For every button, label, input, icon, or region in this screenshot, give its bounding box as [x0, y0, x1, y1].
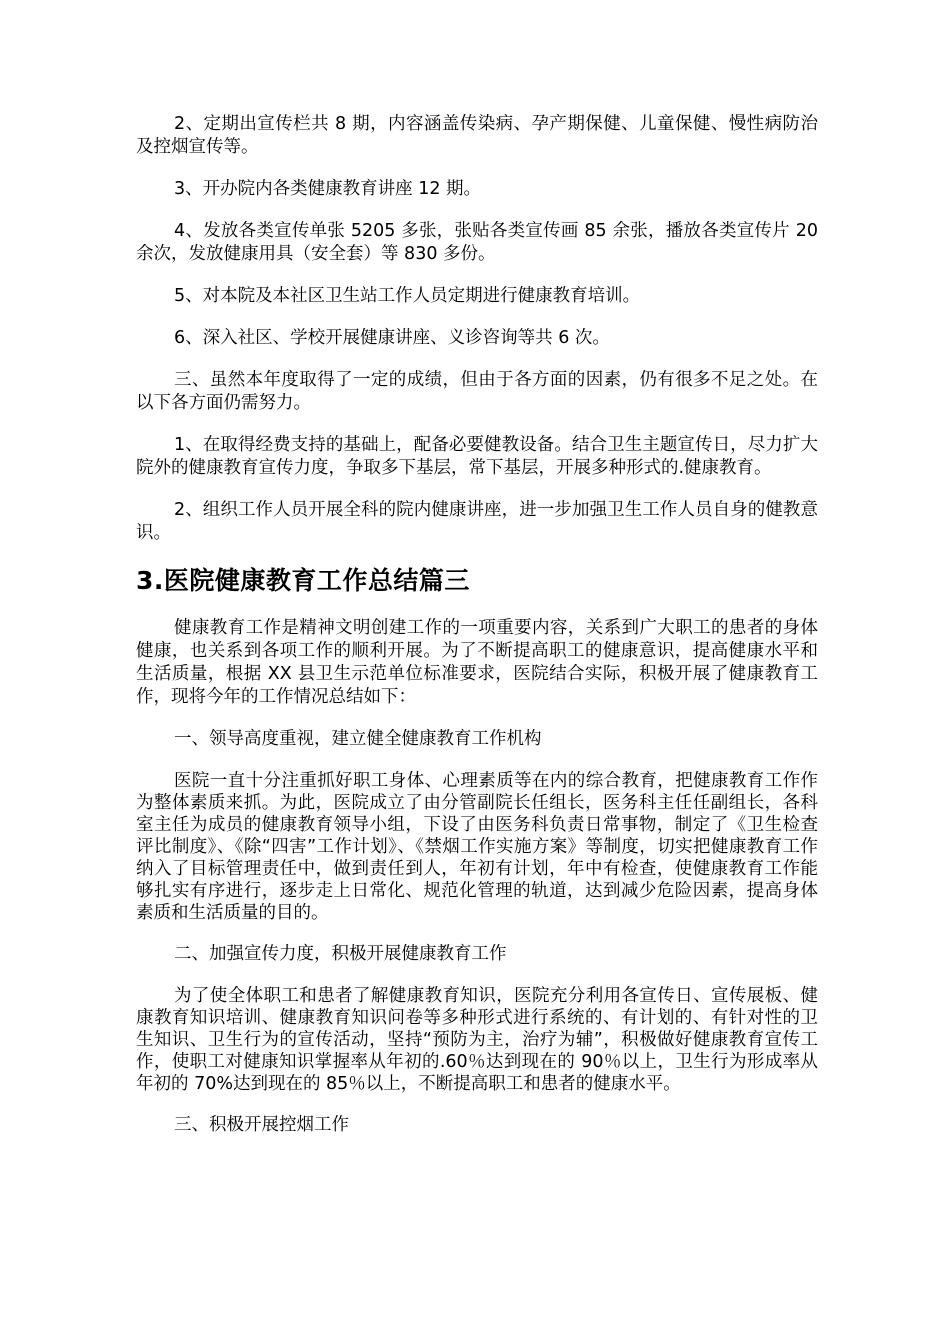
paragraph-item-5: 5、对本院及本社区卫生站工作人员定期进行健康教育培训。 [174, 286, 641, 306]
subheading-publicity: 二、加强宣传力度，积极开展健康教育工作 [174, 944, 507, 964]
paragraph-item-6: 6、深入社区、学校开展健康讲座、义诊咨询等共 6 次。 [174, 328, 610, 348]
subheading-tobacco-control: 三、积极开展控烟工作 [174, 1115, 349, 1135]
subheading-leadership: 一、领导高度重视，建立健全健康教育工作机构 [174, 729, 542, 749]
paragraph-part-three-intro: 三、虽然本年度取得了一定的成绩，但由于各方面的因素，仍有很多不足之处。在以下各方面仍需努力。 [136, 370, 818, 413]
paragraph-item-4: 4、发放各类宣传单张 5205 多张，张贴各类宣传画 85 余张，播放各类宣传片 20 余次，发放健康用具（安全套）等 830 多份。 [136, 221, 818, 264]
document-page [136, 113, 818, 1156]
paragraph-publicity: 为了使全体职工和患者了解健康教育知识，医院充分利用各宣传日、宣传展板、健康教育知识培训、健康教育知识问卷等多种形式进行系统的、有计划的、有针对性的卫生知识、卫生行为的宣传活动，坚持“预防为主，治疗为辅”，积极做好健康教育宣传工作，使职工对健康知识掌握率从年初的.60％达到现在的 90％以上，卫生行为形成率从年初的 70%达到现在的 85％以上，不断提高职工和患者的健康水平。 [136, 986, 818, 1094]
paragraph-leadership: 医院一直十分注重抓好职工身体、心理素质等在内的综合教育，把健康教育工作作为整体素质来抓。为此，医院成立了由分管副院长任组长，医务科主任任副组长，各科室主任为成员的健康教育领导小组，下设了由医务科负责日常事物，制定了《卫生检查评比制度》、《除“四害”工作计划》、《禁烟工作实施方案》等制度，切实把健康教育工作纳入了目标管理责任中，做到责任到人，年初有计划，年中有检查，使健康教育工作能够扎实有序进行，逐步走上日常化、规范化管理的轨道，达到减少危险因素，提高身体素质和生活质量的目的。 [136, 771, 818, 923]
paragraph-item-3: 3、开办院内各类健康教育讲座 12 期。 [174, 179, 482, 199]
paragraph-item-2: 2、定期出宣传栏共 8 期，内容涵盖传染病、孕产期保健、儿童保健、慢性病防治及控烟宣传等。 [136, 114, 818, 157]
paragraph-improvement-2: 2、组织工作人员开展全科的院内健康讲座，进一步加强卫生工作人员自身的健教意识。 [136, 500, 818, 543]
paragraph-improvement-1: 1、在取得经费支持的基础上，配备必要健教设备。结合卫生主题宣传日，尽力扩大院外的健康教育宣传力度，争取多下基层，常下基层，开展多种形式的.健康教育。 [136, 435, 818, 478]
paragraph-intro: 健康教育工作是精神文明创建工作的一项重要内容，关系到广大职工的患者的身体健康，也关系到各项工作的顺利开展。为了不断提高职工的健康意识，提高健康水平和生活质量，根据 XX 县卫生示范单位标准要求，医院结合实际，积极开展了健康教育工作，现将今年的工作情况总结如下： [136, 618, 818, 707]
section-title: 3.医院健康教育工作总结篇三 [136, 566, 470, 595]
